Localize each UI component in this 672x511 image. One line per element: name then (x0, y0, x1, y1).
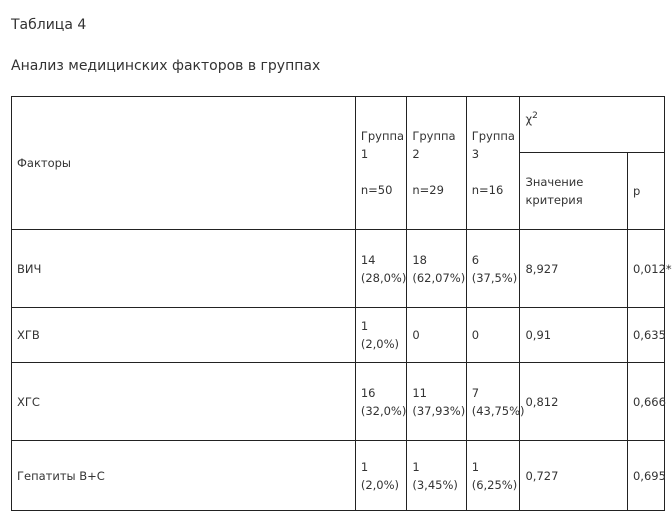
group-2-cell: 1 (3,45%) (407, 441, 466, 511)
group-1-header (355, 97, 407, 230)
group-2-header (407, 97, 466, 230)
p-cell: 0,012* (627, 230, 664, 308)
chi-power: 2 (532, 111, 538, 121)
table-row (12, 308, 665, 363)
table-row (12, 441, 665, 511)
group-1-name: Группа 1 (360, 129, 405, 161)
criterion-header: Значение критерия (520, 153, 628, 230)
group-1-cell: 16 (32,0%) (355, 363, 407, 441)
chi-symbol: χ (525, 111, 533, 126)
factor-cell: ВИЧ (12, 230, 356, 308)
criterion-cell: 0,812 (520, 363, 628, 441)
factor-header: Факторы (12, 97, 356, 230)
p-cell: 0,635 (627, 308, 664, 363)
group-2-n: n=29 (412, 183, 444, 197)
p-cell: 0,666 (627, 363, 664, 441)
p-header: p (627, 153, 664, 230)
group-2-name: Группа 2 (412, 129, 456, 161)
group-2-cell: 0 (407, 308, 466, 363)
criterion-cell: 0,727 (520, 441, 628, 511)
table-row (12, 363, 665, 441)
group-3-name: Группа 3 (471, 129, 515, 161)
chi-square-header (520, 97, 665, 153)
group-1-cell: 14 (28,0%) (355, 230, 407, 308)
table-title: Анализ медицинских факторов в группах (11, 58, 321, 74)
group-2-cell: 11 (37,93%) (407, 363, 466, 441)
group-3-cell: 0 (466, 308, 520, 363)
group-3-cell: 1 (6,25%) (466, 441, 520, 511)
p-cell: 0,695 (627, 441, 664, 511)
factor-cell: ХГВ (12, 308, 356, 363)
group-3-cell: 7 (43,75%) (466, 363, 520, 441)
table-row (12, 230, 665, 308)
criterion-cell: 8,927 (520, 230, 628, 308)
group-3-n: n=16 (471, 183, 504, 197)
group-2-cell: 18 (62,07%) (407, 230, 466, 308)
group-3-cell: 6 (37,5%) (466, 230, 520, 308)
group-3-header (466, 97, 520, 230)
group-1-n: n=50 (360, 183, 393, 197)
group-1-cell: 1 (2,0%) (355, 441, 407, 511)
table-header-row (12, 97, 665, 153)
factor-cell: Гепатиты В+С (12, 441, 356, 511)
group-1-cell: 1 (2,0%) (355, 308, 407, 363)
factor-cell: ХГС (12, 363, 356, 441)
criterion-cell: 0,91 (520, 308, 628, 363)
table-caption: Таблица 4 (11, 17, 87, 33)
factors-table (11, 96, 672, 511)
